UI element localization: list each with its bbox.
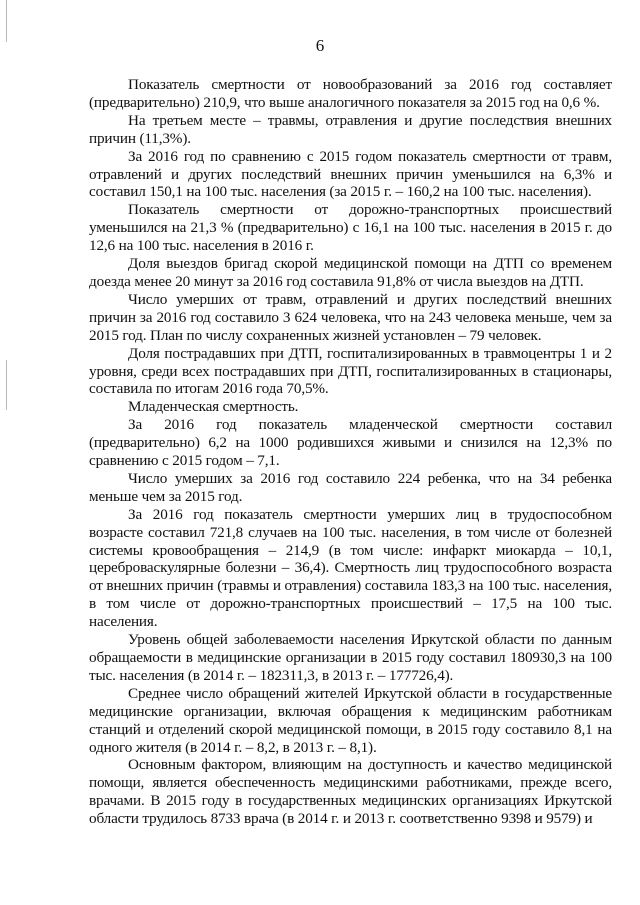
- paragraph-injury-deaths-count: Число умерших от травм, отравлений и других последствий внешних причин за 2016 год составило 3 624 человека, что на 243 человека меньше, чем за 2015 год. План по числу сохраненных жизней установлен – 79 человек.: [89, 290, 612, 344]
- paragraph-infant-deaths-count: Число умерших за 2016 год составило 224 ребенка, что на 34 ребенка меньше чем за 2015 год.: [89, 469, 612, 505]
- paragraph-trauma-centers: Доля пострадавших при ДТП, госпитализированных в травмоцентры 1 и 2 уровня, среди всех пострадавших при ДТП, госпитализированных в стационары, составила по итогам 2016 года 70,5%.: [89, 344, 612, 398]
- paragraph-infant-mortality-heading: Младенческая смертность.: [128, 398, 299, 416]
- paragraph-third-place-injuries: На третьем месте – травмы, отравления и другие последствия внешних причин (11,3%).: [89, 111, 612, 147]
- paragraph-road-accident-mortality: Показатель смертности от дорожно-транспортных происшествий уменьшился на 21,3 % (предварительно) с 16,1 на 100 тыс. населения в 2015 г. до 12,6 на 100 тыс. населения в 2016 г.: [89, 201, 612, 255]
- paragraph-infant-mortality-rate: За 2016 год показатель младенческой смертности составил (предварительно) 6,2 на 1000 родившихся живыми и снизился на 12,3% по сравнению с 2015 годом – 7,1.: [89, 416, 612, 470]
- paragraph-visits-per-resident: Среднее число обращений жителей Иркутской области в государственные медицинские организации, включая обращения к медицинским работникам станций и отделений скорой медицинской помощи, в 2015 году составило 8,1 на одного жителя (в 2014 г. – 8,2, в 2013 г. – 8,1).: [89, 684, 612, 756]
- paragraph-medical-staff: Основным фактором, влияющим на доступность и качество медицинской помощи, является обеспеченность медицинскими работниками, прежде всего, врачами. В 2015 году в государственных медицинских организациях Иркутской области трудилось 8733 врача (в 2014 г. и 2013 г. соответственно 9398 и 9579) и: [89, 756, 612, 828]
- paragraph-injury-mortality: За 2016 год по сравнению с 2015 годом показатель смертности от травм, отравлений и других последствий внешних причин уменьшился на 6,3% и составил 150,1 на 100 тыс. населения (за 2015 г. – 160,2 на 100 тыс. населения).: [89, 147, 612, 201]
- page-number: 6: [315, 36, 325, 55]
- paragraph-ambulance-response: Доля выездов бригад скорой медицинской помощи на ДТП со временем доезда менее 20 минут за 2016 год составила 91,8% от числа выездов на ДТП.: [89, 255, 612, 290]
- paragraph-morbidity-level: Уровень общей заболеваемости населения Иркутской области по данным обращаемости в медицинские организации в 2015 году составил 180930,3 на 100 тыс. населения (в 2014 г. – 182311,3, в 2013 г. – 177726,4).: [89, 631, 612, 684]
- scan-edge-mark: [6, 360, 7, 410]
- paragraph-neoplasm-mortality: Показатель смертности от новообразований за 2016 год составляет (предварительно) 210,9, что выше аналогичного показателя за 2015 год на 0,6 %.: [89, 76, 612, 111]
- document-body: [89, 76, 612, 828]
- paragraph-working-age-mortality: За 2016 год показатель смертности умерших лиц в трудоспособном возрасте составил 721,8 случаев на 100 тыс. населения, в том числе от болезней системы кровообращения – 214,9 (в том числе: инфаркт миокарда – 10,1, цереброваскулярные болезни – 36,4). Смертность лиц трудоспособного возраста от внешних причин (травмы и отравления) составила 183,3 на 100 тыс. населения, в том числе от дорожно-транспортных происшествий – 17,5 на 100 тыс. населения.: [89, 505, 612, 631]
